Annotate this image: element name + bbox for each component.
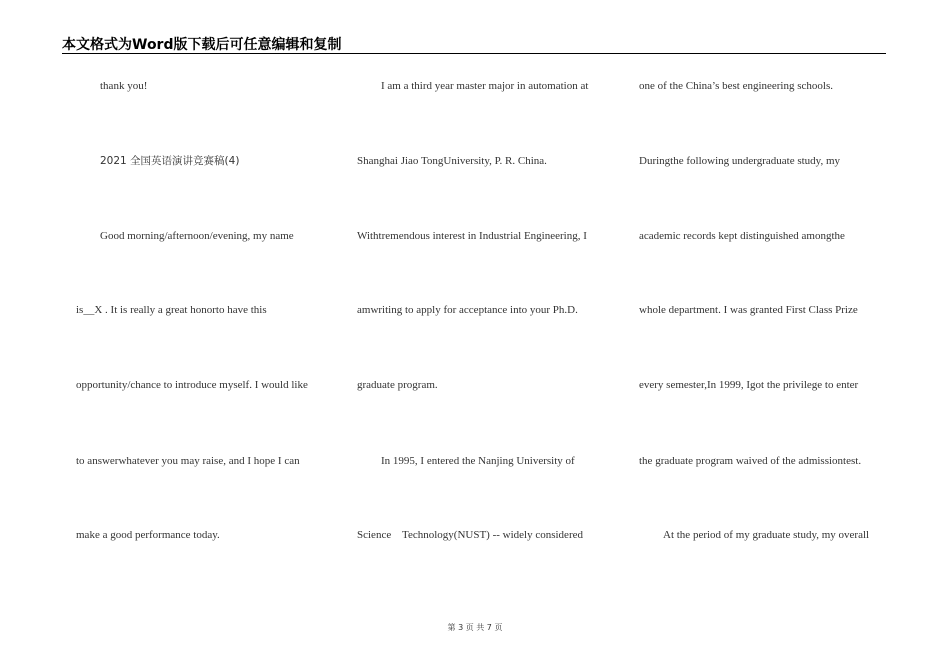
page-number-footer: 第 3 页 共 7 页 [447, 623, 503, 632]
text-line: Duringthe following undergraduate study, my [639, 155, 841, 167]
text-line: Science Technology(NUST) -- widely considered [357, 529, 583, 541]
text-line: amwriting to apply for acceptance into your Ph.D. [357, 304, 578, 316]
text-column-2 [357, 0, 613, 672]
text-column-1 [76, 0, 332, 672]
text-line: graduate program. [357, 379, 438, 391]
text-line: thank you! [100, 80, 148, 92]
text-column-3 [639, 0, 887, 672]
text-line: whole department. I was granted First Class Prize [639, 304, 858, 316]
text-line: academic records kept distinguished amongthe [639, 230, 845, 242]
text-line: Withtremendous interest in Industrial Engineering, I [357, 230, 587, 242]
text-line: In 1995, I entered the Nanjing University of [381, 455, 575, 467]
text-line: opportunity/chance to introduce myself. I would like [76, 379, 308, 391]
text-line: At the period of my graduate study, my overall [663, 529, 870, 541]
section-heading: 2021 全国英语演讲竞赛稿(4) [100, 155, 240, 167]
text-line: the graduate program waived of the admissiontest. [639, 455, 862, 467]
text-line: every semester,In 1999, Igot the privilege to enter [639, 379, 859, 391]
text-line: to answerwhatever you may raise, and I hope I can [76, 455, 300, 467]
text-line: Good morning/afternoon/evening, my name [100, 230, 294, 242]
text-line: I am a third year master major in automation at [381, 80, 589, 92]
text-line: one of the China’s best engineering schools. [639, 80, 833, 92]
text-line: Shanghai Jiao TongUniversity, P. R. China. [357, 155, 547, 167]
text-line: is__X . It is really a great honorto have this [76, 304, 267, 316]
text-line: make a good performance today. [76, 529, 220, 541]
document-header-title: 本文格式为Word版下载后可任意编辑和复制 [62, 37, 342, 53]
